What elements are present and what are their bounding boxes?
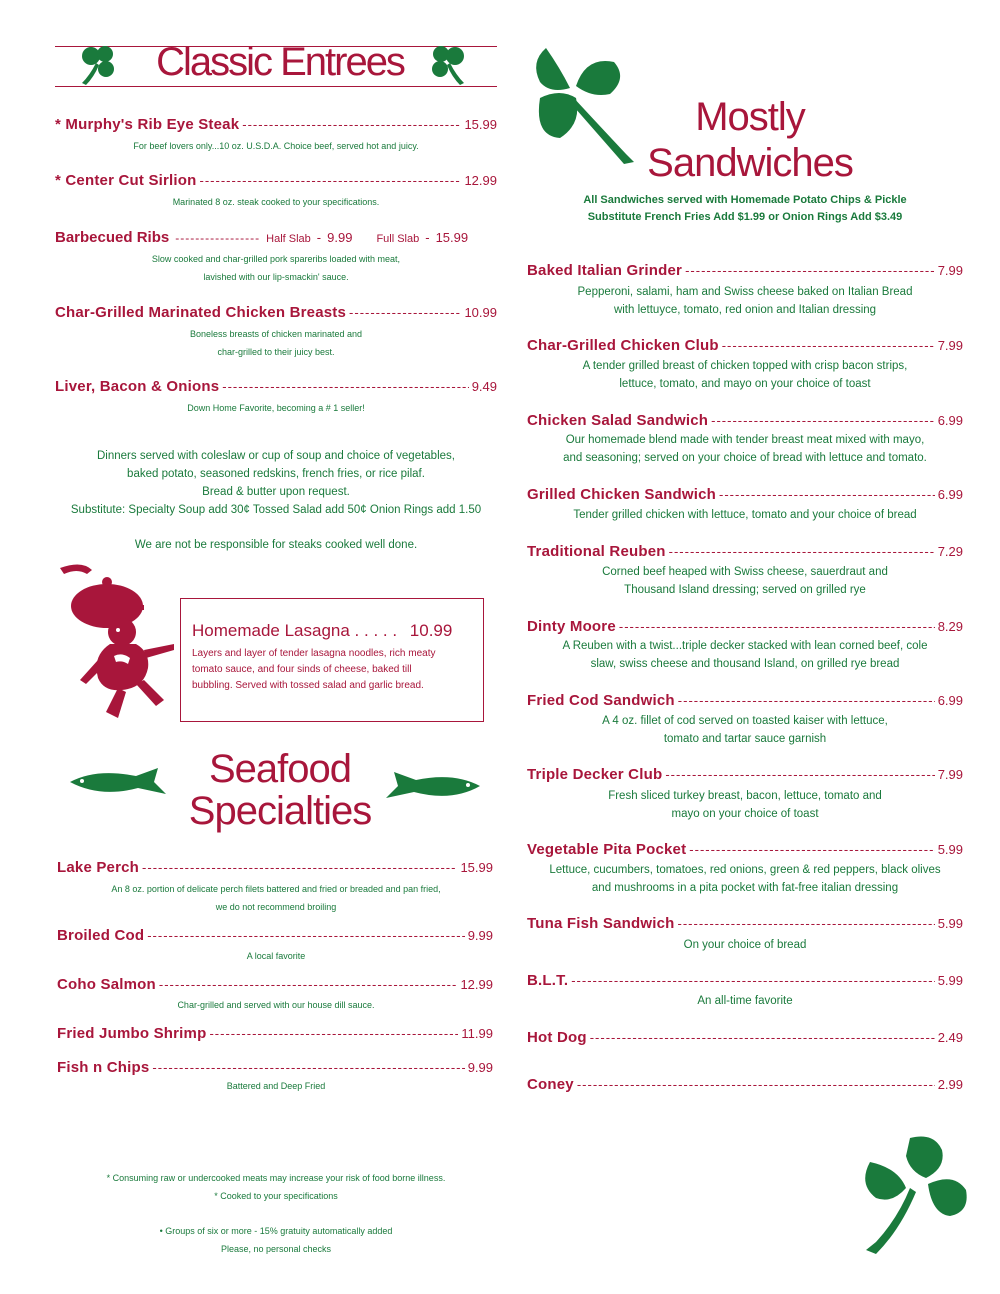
item-price: 11.99 bbox=[461, 1026, 493, 1041]
item-description: Thousand Island dressing; served on grilled rye bbox=[624, 584, 866, 596]
menu-item bbox=[527, 692, 963, 709]
footer-note: * Cooked to your specifications bbox=[214, 1191, 338, 1201]
dinner-note: baked potato, seasoned redskins, french fries, or rice pilaf. bbox=[127, 468, 425, 480]
menu-item bbox=[57, 1025, 493, 1042]
lasagna-desc: bubbling. Served with tossed salad and garlic bread. bbox=[192, 680, 424, 691]
menu-item bbox=[55, 304, 497, 321]
item-name: Fish n Chips bbox=[57, 1059, 150, 1076]
dinner-note: Substitute: Specialty Soup add 30¢ Tossed Salad add 50¢ Onion Rings add 1.50 bbox=[70, 504, 482, 516]
full-slab-label: Full Slab bbox=[376, 233, 420, 245]
seafood-title-line1: Seafood bbox=[208, 747, 352, 791]
menu-item bbox=[527, 486, 963, 503]
item-price: 5.99 bbox=[937, 973, 963, 988]
shamrock-icon bbox=[424, 43, 470, 87]
item-name: Tuna Fish Sandwich bbox=[527, 915, 675, 932]
item-name: Fried Jumbo Shrimp bbox=[57, 1025, 207, 1042]
item-description: Boneless breasts of chicken marinated and bbox=[189, 329, 363, 339]
item-price: 15.99 bbox=[464, 117, 497, 132]
item-description: A local favorite bbox=[246, 951, 306, 961]
fish-icon bbox=[66, 766, 170, 798]
menu-item bbox=[527, 337, 963, 354]
item-price: 6.99 bbox=[937, 487, 963, 502]
item-price: 7.99 bbox=[937, 767, 963, 782]
item-price: 7.99 bbox=[937, 263, 963, 278]
item-description: An 8 oz. portion of delicate perch filets battered and fried or breaded and pan fried, bbox=[111, 884, 441, 894]
item-description: For beef lovers only...10 oz. U.S.D.A. Choice beef, served hot and juicy. bbox=[133, 141, 419, 151]
item-name: Fried Cod Sandwich bbox=[527, 692, 675, 709]
menu-item bbox=[57, 976, 493, 993]
shamrock-icon bbox=[526, 42, 640, 166]
item-description: On your choice of bread bbox=[683, 939, 807, 951]
lasagna-price: 10.99 bbox=[409, 621, 453, 640]
item-name: Coney bbox=[527, 1076, 574, 1093]
item-description: Our homemade blend made with tender breast meat mixed with mayo, bbox=[565, 434, 925, 446]
item-price: 2.99 bbox=[937, 1077, 963, 1092]
menu-item bbox=[527, 1076, 963, 1093]
item-price: 7.99 bbox=[937, 338, 963, 353]
item-description: Lettuce, cucumbers, tomatoes, red onions, green & red peppers, black olives bbox=[549, 864, 941, 876]
item-description: Tender grilled chicken with lettuce, tomato and your choice of bread bbox=[573, 509, 917, 521]
item-name: Liver, Bacon & Onions bbox=[55, 378, 220, 395]
menu-item bbox=[527, 412, 963, 429]
menu-item bbox=[55, 172, 497, 189]
item-price: 12.99 bbox=[460, 977, 493, 992]
item-name: Char-Grilled Marinated Chicken Breasts bbox=[55, 304, 347, 321]
dinner-note: Dinners served with coleslaw or cup of soup and choice of vegetables, bbox=[97, 450, 455, 462]
item-description: slaw, swiss cheese and thousand Island, on grilled rye bread bbox=[590, 658, 900, 670]
shamrock-icon bbox=[854, 1132, 972, 1256]
item-price: 10.99 bbox=[464, 305, 497, 320]
item-description: Char-grilled and served with our house dill sauce. bbox=[177, 1000, 375, 1010]
item-price: 12.99 bbox=[464, 173, 497, 188]
item-description: Fresh sliced turkey breast, bacon, lettuce, tomato and bbox=[608, 790, 882, 802]
item-description: tomato and tartar sauce garnish bbox=[663, 733, 827, 745]
item-name: Triple Decker Club bbox=[527, 766, 663, 783]
menu-item bbox=[527, 766, 963, 783]
item-name: Broiled Cod bbox=[57, 927, 145, 944]
menu-item bbox=[527, 1029, 963, 1046]
menu-item bbox=[527, 972, 963, 989]
menu-item bbox=[527, 262, 963, 279]
item-name: * Center Cut Sirlion bbox=[55, 172, 197, 189]
item-description: and seasoning; served on your choice of bread with lettuce and tomato. bbox=[563, 452, 927, 464]
item-name: * Murphy's Rib Eye Steak bbox=[55, 116, 240, 133]
item-description: Corned beef heaped with Swiss cheese, sauerdraut and bbox=[602, 566, 888, 578]
item-description: A Reuben with a twist...triple decker stacked with lean corned beef, cole bbox=[562, 640, 928, 652]
half-slab-label: Half Slab bbox=[266, 233, 311, 245]
item-price: 5.99 bbox=[937, 916, 963, 931]
item-price: 5.99 bbox=[937, 842, 963, 857]
classic-entrees-title: Classic Entrees bbox=[156, 40, 404, 84]
item-price: 9.99 bbox=[467, 928, 493, 943]
steak-disclaimer: We are not be responsible for steaks cooked well done. bbox=[134, 539, 418, 551]
menu-item bbox=[55, 378, 497, 395]
item-name: Lake Perch bbox=[57, 859, 140, 876]
item-description: we do not recommend broiling bbox=[215, 902, 337, 912]
item-name: Char-Grilled Chicken Club bbox=[527, 337, 719, 354]
item-name: Coho Salmon bbox=[57, 976, 156, 993]
lasagna-name: Homemade Lasagna . . . . . 10.99 bbox=[192, 621, 453, 640]
item-name: Baked Italian Grinder bbox=[527, 262, 683, 279]
menu-item-ribs: Barbecued Ribs ----------------- Half Slab - 9.99 Full Slab - 15.99 bbox=[55, 229, 469, 246]
footer-note: Please, no personal checks bbox=[220, 1244, 332, 1254]
lasagna-desc: Layers and layer of tender lasagna noodles, rich meaty bbox=[192, 648, 436, 659]
full-slab-price: 15.99 bbox=[435, 230, 469, 245]
sandwiches-title-line2: Sandwiches bbox=[647, 141, 853, 185]
item-description: An all-time favorite bbox=[697, 995, 793, 1007]
sandwiches-subtitle: Substitute French Fries Add $1.99 or Onion Rings Add $3.49 bbox=[587, 211, 903, 223]
seafood-title-line2: Specialties bbox=[188, 789, 372, 833]
lasagna-desc: tomato sauce, and four sinds of cheese, baked till bbox=[192, 664, 412, 675]
item-description: lettuce, tomato, and mayo on your choice of toast bbox=[619, 378, 871, 390]
item-description: mayo on your choice of toast bbox=[671, 808, 819, 820]
item-name: Vegetable Pita Pocket bbox=[527, 841, 687, 858]
item-price: 2.49 bbox=[937, 1030, 963, 1045]
item-description: Down Home Favorite, becoming a # 1 seller! bbox=[187, 403, 365, 413]
item-price: 9.99 bbox=[467, 1060, 493, 1075]
item-description: Slow cooked and char-grilled pork spareribs loaded with meat, bbox=[151, 254, 401, 264]
item-description: Battered and Deep Fried bbox=[226, 1081, 326, 1091]
half-slab-price: 9.99 bbox=[327, 230, 353, 245]
menu-item bbox=[527, 841, 963, 858]
item-name: Barbecued Ribs bbox=[55, 229, 170, 246]
item-name: Dinty Moore bbox=[527, 618, 616, 635]
fish-icon bbox=[384, 770, 484, 802]
item-price: 6.99 bbox=[937, 693, 963, 708]
item-name: B.L.T. bbox=[527, 972, 569, 989]
item-price: 9.49 bbox=[471, 379, 497, 394]
dinner-note: Bread & butter upon request. bbox=[202, 486, 350, 498]
chef-waiter-icon bbox=[52, 560, 187, 722]
item-description: Pepperoni, salami, ham and Swiss cheese baked on Italian Bread bbox=[577, 286, 913, 298]
item-price: 6.99 bbox=[937, 413, 963, 428]
footer-note: * Consuming raw or undercooked meats may increase your risk of food borne illness. bbox=[106, 1173, 446, 1183]
menu-item bbox=[527, 618, 963, 635]
item-description: with lettuyce, tomato, red onion and Italian dressing bbox=[613, 304, 877, 316]
menu-item bbox=[527, 543, 963, 560]
footer-note: • Groups of six or more - 15% gratuity automatically added bbox=[159, 1226, 393, 1236]
item-name: Grilled Chicken Sandwich bbox=[527, 486, 717, 503]
item-description: char-grilled to their juicy best. bbox=[217, 347, 335, 357]
menu-item bbox=[57, 859, 493, 876]
item-price: 7.29 bbox=[937, 544, 963, 559]
item-description: Marinated 8 oz. steak cooked to your specifications. bbox=[172, 197, 380, 207]
item-name: Hot Dog bbox=[527, 1029, 587, 1046]
menu-item bbox=[57, 927, 493, 944]
item-description: and mushrooms in a pita pocket with fat-free italian dressing bbox=[591, 882, 899, 894]
item-description: lavished with our lip-smackin' sauce. bbox=[203, 272, 349, 282]
sandwiches-subtitle: All Sandwiches served with Homemade Potato Chips & Pickle bbox=[583, 194, 907, 206]
item-price: 15.99 bbox=[460, 860, 493, 875]
menu-item bbox=[527, 915, 963, 932]
item-name: Chicken Salad Sandwich bbox=[527, 412, 709, 429]
item-name: Traditional Reuben bbox=[527, 543, 666, 560]
item-price: 8.29 bbox=[937, 619, 963, 634]
menu-item bbox=[57, 1059, 493, 1076]
menu-item bbox=[55, 116, 497, 133]
sandwiches-title-line1: Mostly bbox=[695, 95, 805, 139]
item-description: A tender grilled breast of chicken topped with crisp bacon strips, bbox=[582, 360, 908, 372]
item-description: A 4 oz. fillet of cod served on toasted kaiser with lettuce, bbox=[602, 715, 888, 727]
